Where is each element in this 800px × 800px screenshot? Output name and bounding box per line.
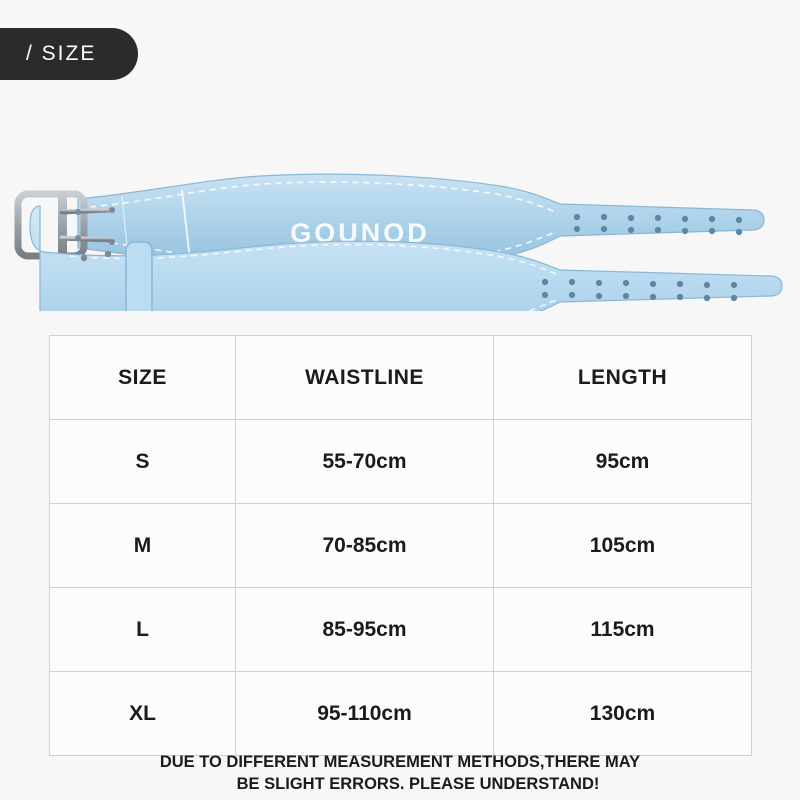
column-header-length: LENGTH: [494, 336, 752, 420]
cell-size: L: [50, 588, 236, 672]
belt-keeper-loop: [126, 242, 152, 311]
size-badge-label: / SIZE: [26, 42, 97, 65]
table-row: [50, 420, 752, 504]
cell-waistline: 55-70cm: [236, 420, 494, 504]
table-row: [50, 588, 752, 672]
cell-size: S: [50, 420, 236, 504]
cell-length: 115cm: [494, 588, 752, 672]
table-row: [50, 672, 752, 756]
cell-size: M: [50, 504, 236, 588]
disclaimer-line-2: BE SLIGHT ERRORS. PLEASE UNDERSTAND!: [236, 775, 600, 794]
belt-brand-text: GOUNOD: [290, 218, 430, 248]
disclaimer-line-1: DUE TO DIFFERENT MEASUREMENT METHODS,THERE MAY: [159, 753, 641, 771]
table-row: [50, 504, 752, 588]
cell-waistline: 95-110cm: [236, 672, 494, 756]
cell-length: 95cm: [494, 420, 752, 504]
column-header-size: SIZE: [50, 336, 236, 420]
size-table: [49, 335, 752, 756]
belt-illustrations: [0, 86, 800, 311]
size-table-wrapper: [49, 335, 751, 756]
cell-length: 130cm: [494, 672, 752, 756]
cell-waistline: 70-85cm: [236, 504, 494, 588]
cell-length: 105cm: [494, 504, 752, 588]
size-section-badge: [0, 28, 138, 80]
cell-size: XL: [50, 672, 236, 756]
cell-waistline: 85-95cm: [236, 588, 494, 672]
measurement-disclaimer: [0, 751, 800, 796]
belt-graphics: [0, 86, 800, 311]
table-header-row: [50, 336, 752, 420]
column-header-waistline: WAISTLINE: [236, 336, 494, 420]
